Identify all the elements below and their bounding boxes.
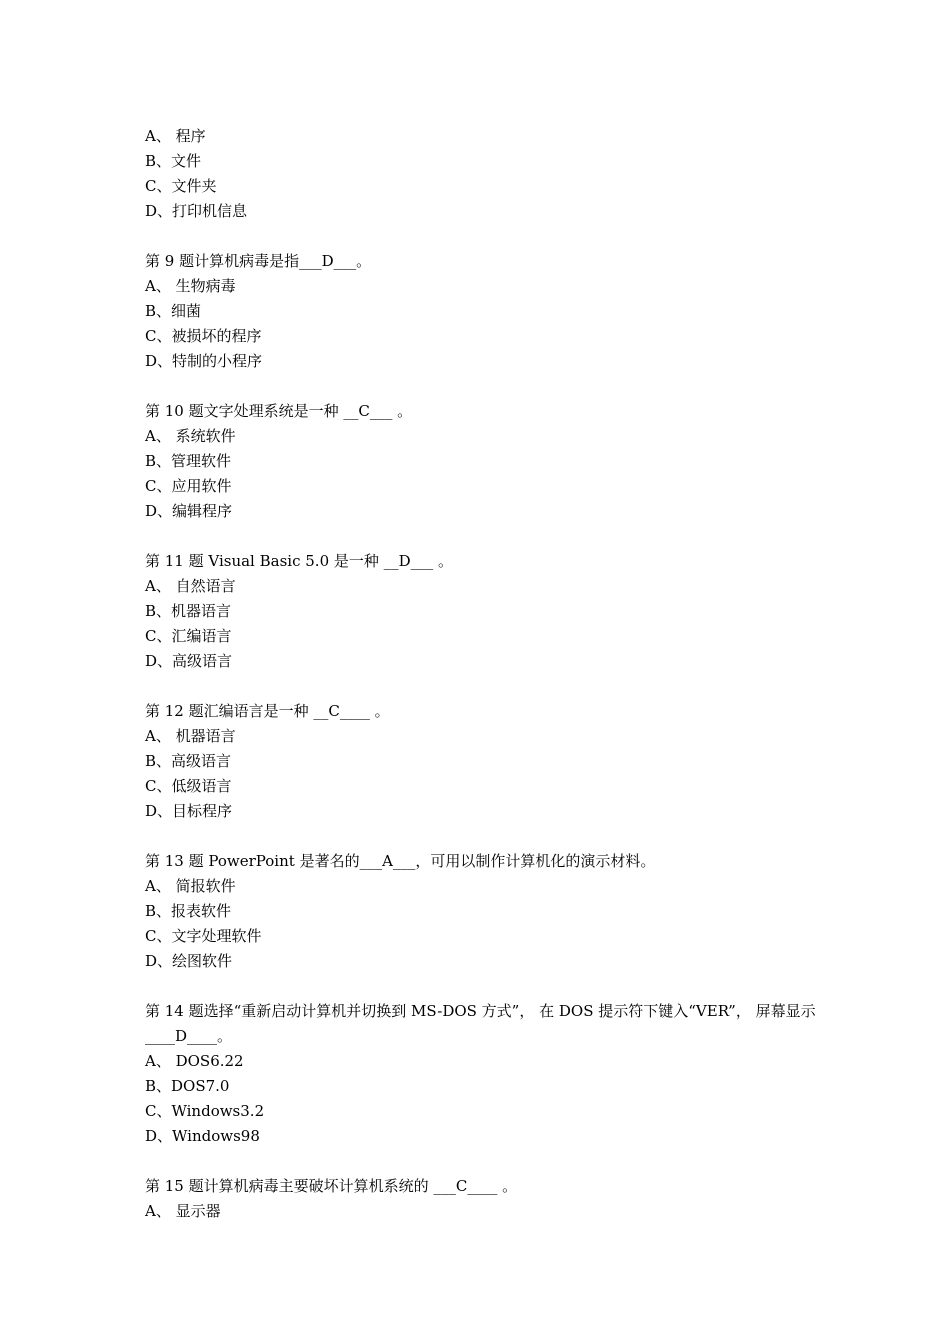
option-b: B、机器语言 — [145, 602, 232, 620]
question-14 — [145, 999, 825, 1149]
option-a: A、 生物病毒 — [145, 277, 236, 295]
question-stem: 第 10 题文字处理系统是一种 __C___ 。 — [145, 402, 413, 420]
option-c: C、Windows3.2 — [145, 1102, 265, 1120]
question-stem: 第 15 题计算机病毒主要破坏计算机系统的 ___C____ 。 — [145, 1177, 518, 1195]
option-d: D、目标程序 — [145, 802, 233, 820]
option-b: B、报表软件 — [145, 902, 232, 920]
option-c: C、文字处理软件 — [145, 927, 262, 945]
question-stem: 第 11 题 Visual Basic 5.0 是一种 __D___ 。 — [145, 552, 453, 570]
question-11 — [145, 549, 825, 674]
option-b: B、管理软件 — [145, 452, 232, 470]
option-d: D、编辑程序 — [145, 502, 233, 520]
option-d: D、绘图软件 — [145, 952, 233, 970]
question-stem: 第 9 题计算机病毒是指___D___。 — [145, 252, 372, 270]
option-a: A、 程序 — [145, 127, 206, 145]
option-a: A、 系统软件 — [145, 427, 236, 445]
option-c: C、文件夹 — [145, 177, 217, 195]
question-10 — [145, 399, 825, 524]
question-stem: 第 13 题 PowerPoint 是著名的___A___，可用以制作计算机化的演示材料。 — [145, 852, 656, 870]
option-a: A、 简报软件 — [145, 877, 236, 895]
option-a: A、 机器语言 — [145, 727, 236, 745]
option-b: B、高级语言 — [145, 752, 232, 770]
option-c: C、应用软件 — [145, 477, 232, 495]
option-b: B、DOS7.0 — [145, 1077, 230, 1095]
question-12 — [145, 699, 825, 824]
question-9 — [145, 249, 825, 374]
option-a: A、 显示器 — [145, 1202, 221, 1220]
option-d: D、高级语言 — [145, 652, 233, 670]
question-15 — [145, 1174, 825, 1224]
option-d: D、特制的小程序 — [145, 352, 263, 370]
option-c: C、被损坏的程序 — [145, 327, 262, 345]
option-b: B、细菌 — [145, 302, 202, 320]
option-c: C、汇编语言 — [145, 627, 232, 645]
question-stem: 第 12 题汇编语言是一种 __C____ 。 — [145, 702, 390, 720]
option-c: C、低级语言 — [145, 777, 232, 795]
question-stem: 第 14 题选择“重新启动计算机并切换到 MS-DOS 方式”， 在 DOS 提示符下键入“VER”， 屏幕显示____D____。 — [145, 1002, 816, 1045]
option-a: A、 自然语言 — [145, 577, 236, 595]
option-a: A、 DOS6.22 — [145, 1052, 244, 1070]
question-8-continued — [145, 124, 825, 224]
option-d: D、打印机信息 — [145, 202, 248, 220]
option-b: B、文件 — [145, 152, 202, 170]
document-page — [145, 124, 825, 1224]
option-d: D、Windows98 — [145, 1127, 260, 1145]
question-13 — [145, 849, 825, 974]
